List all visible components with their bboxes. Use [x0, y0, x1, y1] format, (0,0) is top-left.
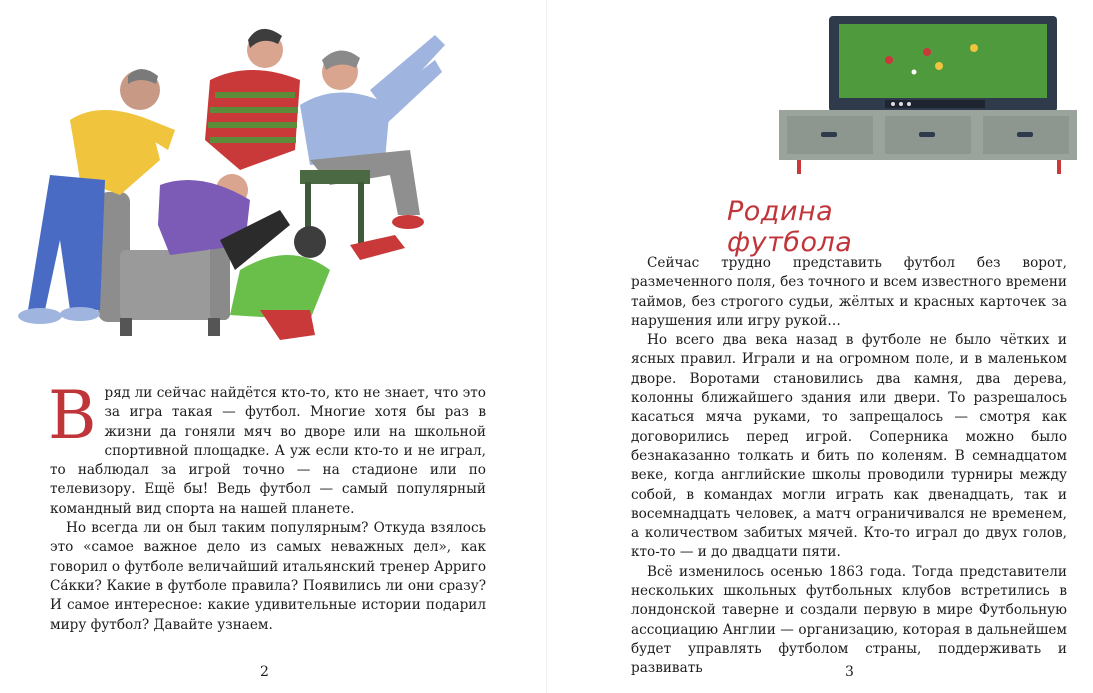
right-page [547, 0, 1093, 693]
girl-head [294, 226, 326, 258]
paragraph: Всё изменилось осенью 1863 года. Тогда представители нескольких школьных футбольных клубов встретились в лондонской таверне и создали первую в мире Футбольную ассоциацию Англии — организацию, которая в дальнейшем будет управлять футболом страны, поддерживать и развивать [631, 563, 1067, 677]
drop-cap: В [48, 377, 97, 454]
player-yellow [970, 44, 978, 52]
intro-paragraph-text: ряд ли сейчас найдётся кто-то, кто не знает, что это за игра такая — футбол. Многие хотя бы раз в жизни да гоняли мяч во дворе или на школьной спортивной площадке. А уж если кто-то и не играл, то наблюдал за игрой точно — на стадионе или по телевизору. Ещё бы! Ведь футбол — самый популярный командный вид спорта на нашей планете. [50, 385, 486, 517]
intro-paragraph [48, 377, 486, 519]
left-page [0, 0, 546, 693]
tv-screen [839, 24, 1047, 98]
player-yellow [935, 62, 943, 70]
armchair-leg [208, 318, 220, 336]
second-paragraph: Но всегда ли он был таким популярным? Откуда взялось это «самое важное дело из самых неважных дел», как говорил о футболе величайший итальянский тренер Арриго Са́кки? Какие в футболе правила? Появились ли они сразу? И самое интересное: какие удивительные истории подарил миру футбол? Давайте узнаем. [50, 520, 486, 633]
page-number-left: 2 [260, 664, 269, 680]
man-striped-sweater [205, 70, 300, 170]
paragraph: Но всего два века назад в футболе не было чётких и ясных правил. Играли и на огромном поле, и в маленьком дворе. Воротами становились два камня, два дерева, колонны ближайшего здания или двери. То разрешалось касаться мяча руками, то запрещалось — смотря как договорились перед игрой. Соперника можно было безнаказанно толкать и бить по коленям. В семнадцатом веке, когда английские школы проводили турниры между собой, в командах могли играть как двенадцать, так и восемнадцать человек, а матч ограничивался не временем, а количеством забитых мячей. Кто-то играл до двух голов, кто-то — и до двадцати пяти. [631, 332, 1067, 561]
stool-seat [300, 170, 370, 184]
man-yellow-pants [28, 175, 105, 310]
player-red [885, 56, 893, 64]
chapter-heading: Родина футбола [727, 196, 853, 258]
football-fans-illustration [10, 10, 470, 350]
ball [912, 70, 917, 75]
paragraph: Сейчас трудно представить футбол без ворот, размеченного поля, без точного и всем известного времени таймов, без строгого судьи, жёлтых и красных карточек за нарушения или игру рукой… [631, 255, 1067, 329]
tv-cabinet-illustration [769, 12, 1087, 182]
page-number-right: 3 [845, 664, 854, 680]
right-text-column [631, 254, 1067, 679]
player-red [923, 48, 931, 56]
left-text-column [48, 377, 486, 635]
armchair-leg [120, 318, 132, 336]
